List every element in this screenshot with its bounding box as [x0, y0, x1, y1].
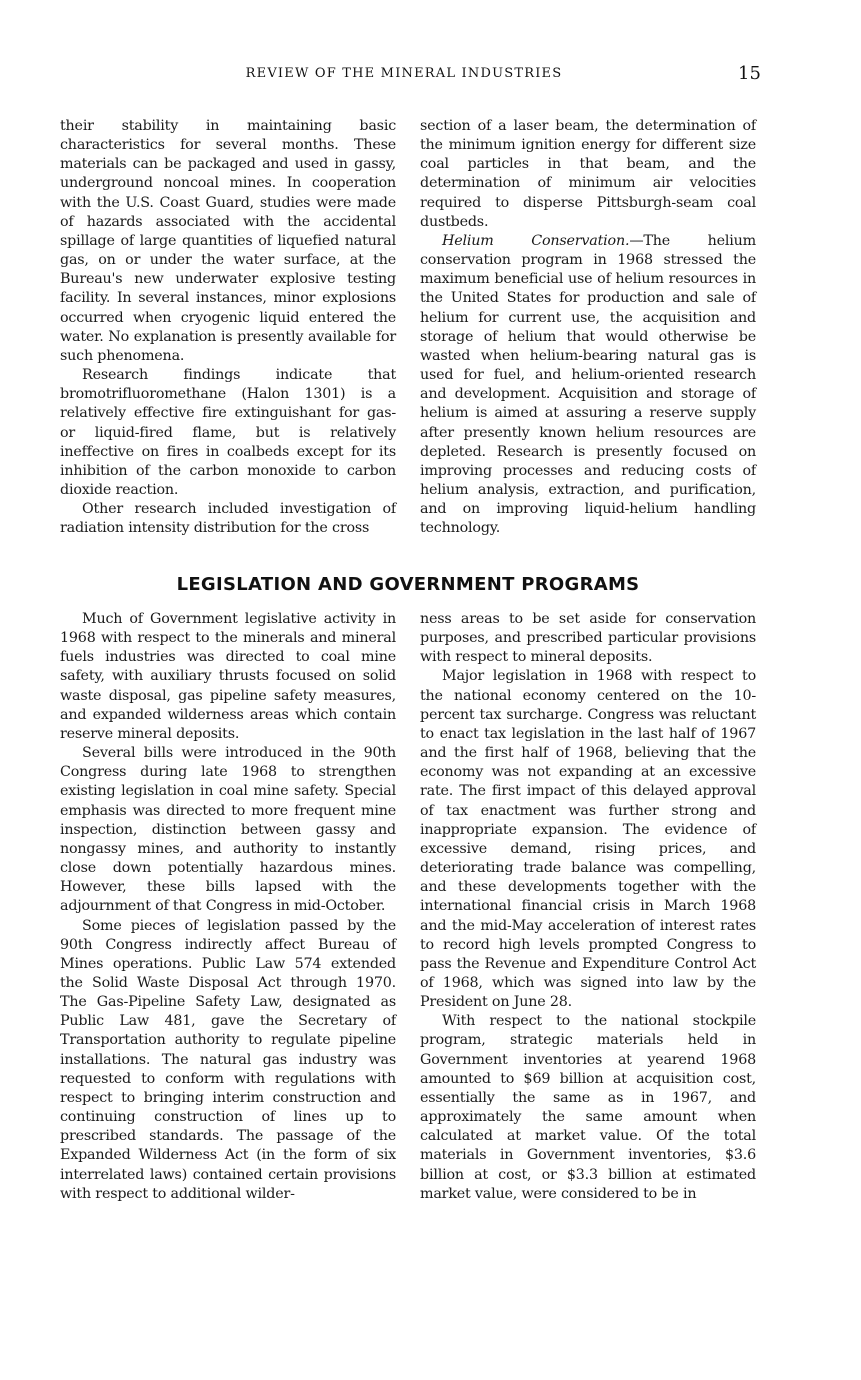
paragraph: Research findings indicate that bromotrifluoromethane (Halon 1301) is a relatively effective fire extinguishant for gas- or liquid-fired flame, but is relatively ineffective on fires in coalbeds except for its inhibition of the carbon monoxide to carbon dioxide reaction. [60, 367, 396, 498]
paragraph: Major legislation in 1968 with respect to the national economy centered on the 10-percent tax surcharge. Congress was reluctant to enact tax legislation in the last half of 1967 and the first half of 1968, believing that the economy was not expanding at an excessive rate. The first impact of this delayed approval of tax enactment was further strong and inappropriate expansion. The evidence of excessive demand, rising prices, and deteriorating trade balance was compelling, and these developments together with the international financial crisis in March 1968 and the mid-May acceleration of interest rates to record high levels prompted Congress to pass the Revenue and Expenditure Control Act of 1968, which was signed into law by the President on June 28. [420, 668, 756, 1011]
page-number: 15 [738, 63, 761, 84]
top-left-column [60, 117, 396, 538]
paragraph-text: The helium conservation program in 1968 stressed the maximum beneficial use of helium resources in the United States for production and sale of helium for current use, the acquisition and storage of helium that would otherwise be wasted when helium-bearing natural gas is used for fuel, and helium-oriented research and development. Acquisition and storage of helium is aimed at assuring a reserve supply after presently known helium resources are depleted. Research is presently focused on improving processes and reducing costs of helium analysis, extraction, and purification, and on improving liquid-helium handling technology. [420, 232, 756, 537]
paragraph: Several bills were introduced in the 90th Congress during late 1968 to strengthen existing legislation in coal mine safety. Special emphasis was directed to more frequent mine inspection, distinction between gassy and nongassy mines, and authority to instantly close down potentially hazardous mines. However, these bills lapsed with the adjournment of that Congress in mid-October. [60, 745, 396, 915]
run-in-heading: Helium Conservation. [442, 232, 630, 249]
run-in-dash: — [629, 232, 644, 249]
top-right-column [420, 117, 756, 538]
section-heading: LEGISLATION AND GOVERNMENT PROGRAMS [176, 574, 640, 595]
paragraph: their stability in maintaining basic characteristics for several months. These materials can be packaged and used in gassy, underground noncoal mines. In cooperation with the U.S. Coast Guard, studies were made of hazards associated with the accidental spillage of large quantities of liquefied natural gas, on or under the water surface, at the Bureau's new underwater explosive testing facility. In several instances, minor explosions occurred when cryogenic liquid entered the water. No explanation is presently available for such phenomena. [60, 118, 396, 364]
paragraph: Much of Government legislative activity in 1968 with respect to the minerals and mineral fuels industries was directed to coal mine safety, with auxiliary thrusts focused on solid waste disposal, gas pipeline safety measures, and expanded wilderness areas which contain reserve mineral deposits. [60, 611, 396, 742]
paragraph: Some pieces of legislation passed by the 90th Congress indirectly affect Bureau of Mines operations. Public Law 574 extended the Solid Waste Disposal Act through 1970. The Gas-Pipeline Safety Law, designated as Public Law 481, gave the Secretary of Transportation authority to regulate pipeline installations. The natural gas industry was requested to conform with regulations with respect to bringing interim construction and continuing construction of lines up to prescribed standards. The passage of the Expanded Wilderness Act (in the form of six interrelated laws) contained certain provisions with respect to additional wilder- [60, 917, 396, 1202]
paragraph: ness areas to be set aside for conservation purposes, and prescribed particular provisions with respect to mineral deposits. [420, 611, 756, 666]
helium-paragraph [420, 232, 756, 539]
paragraph: section of a laser beam, the determination of the minimum ignition energy for different size coal particles in that beam, and the determination of minimum air velocities required to disperse Pittsburgh-seam coal dustbeds. [420, 118, 756, 230]
bottom-left-column [60, 610, 396, 1204]
bottom-right-column [420, 610, 756, 1204]
running-head: REVIEW OF THE MINERAL INDUSTRIES [245, 66, 563, 81]
paragraph: With respect to the national stockpile program, strategic materials held in Government inventories at yearend 1968 amounted to $69 billion at acquisition cost, essentially the same as in 1967, and approximately the same amount when calculated at market value. Of the total materials in Government inventories, $3.6 billion at cost, or $3.3 billion at estimated market value, were considered to be in [420, 1013, 756, 1202]
paragraph: Other research included investigation of radiation intensity distribution for the cross [60, 501, 396, 537]
